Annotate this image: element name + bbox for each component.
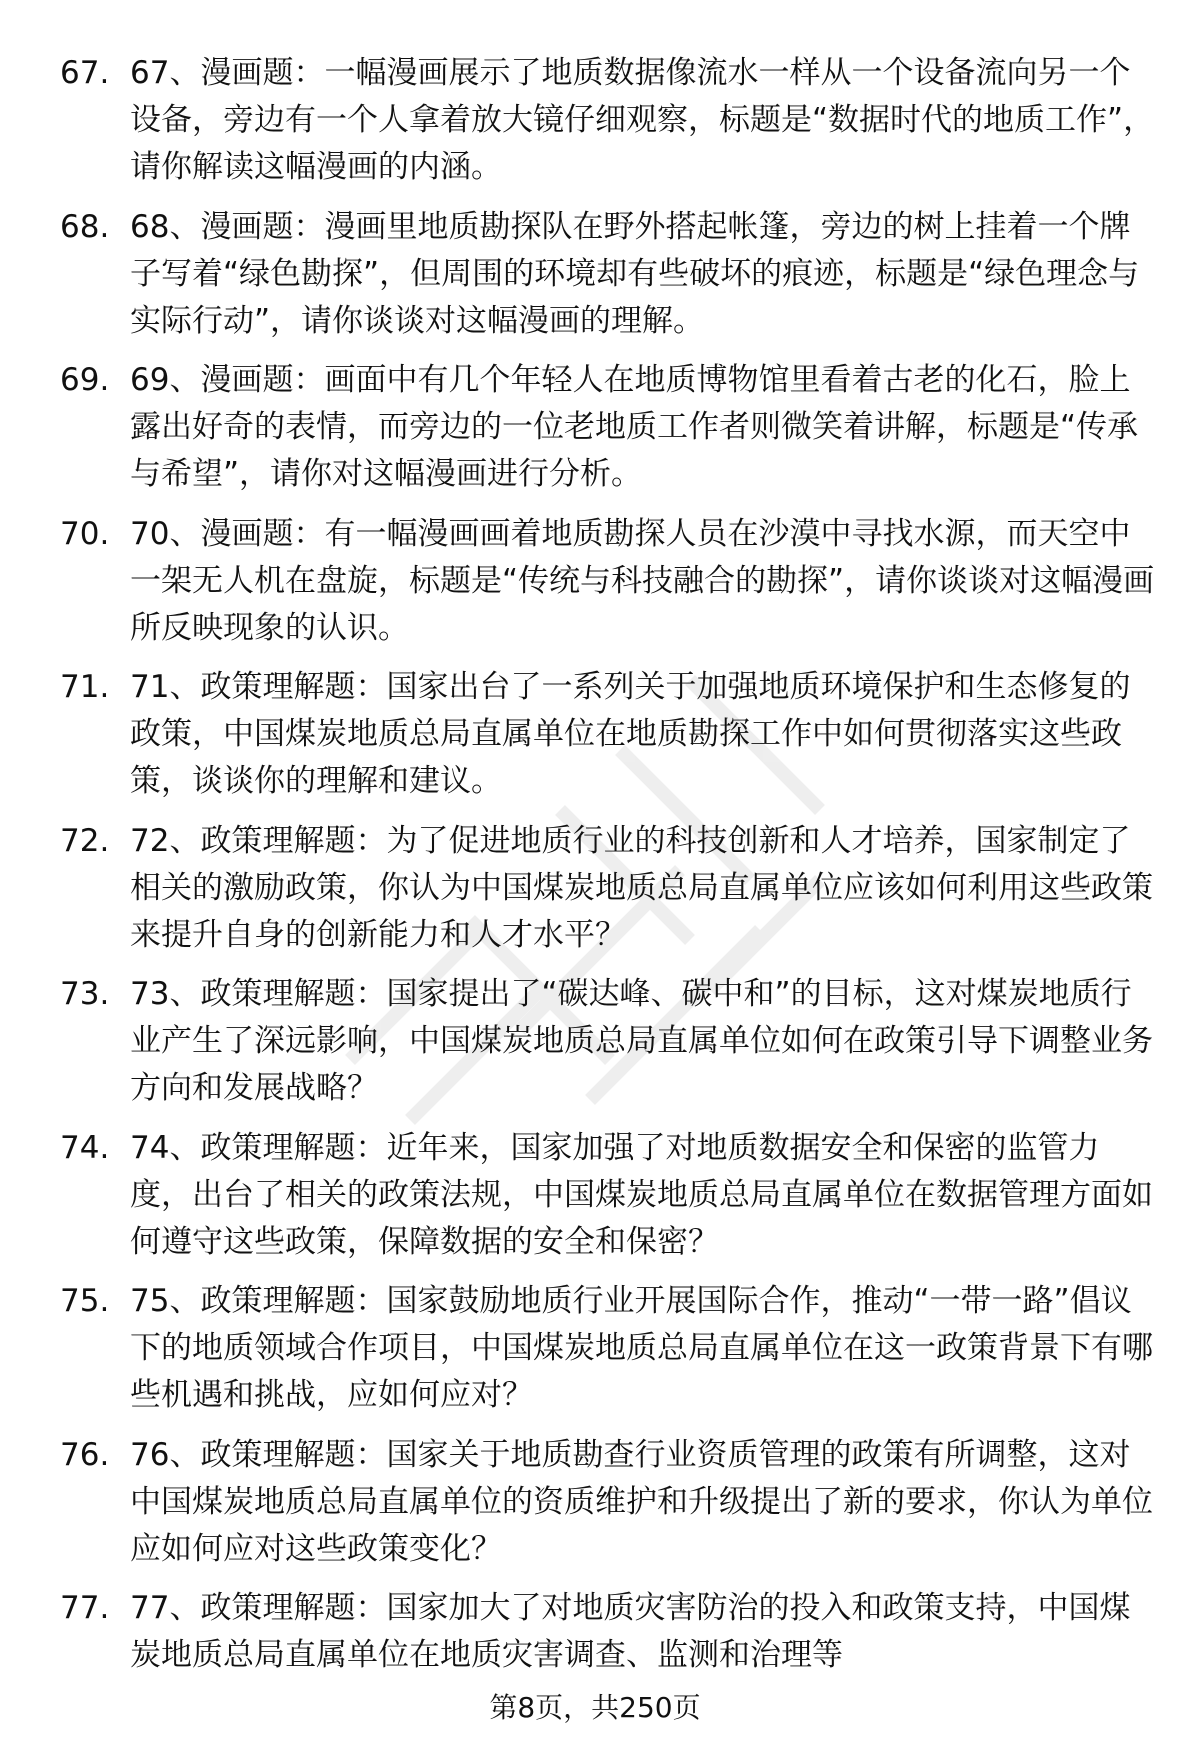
question-item: [60, 50, 1160, 191]
question-number: 75.: [60, 1283, 110, 1319]
page-footer: 第8页，共250页: [489, 1691, 701, 1724]
question-number: 72.: [60, 822, 110, 859]
question-item: [60, 511, 1160, 652]
question-list: [60, 50, 1160, 1692]
question-text: 69、漫画题：画面中有几个年轻人在地质博物馆里看着古老的化石，脸上露出好奇的表情，而旁边的一位老地质工作者则微笑着讲解，标题是“传承与希望”，请你对这幅漫画进行分析。: [130, 362, 1139, 492]
question-text: 76、政策理解题：国家关于地质勘查行业资质管理的政策有所调整，这对中国煤炭地质总局直属单位的资质维护和升级提出了新的要求，你认为单位应如何应对这些政策变化？: [130, 1436, 1153, 1567]
question-item: [60, 1585, 1160, 1679]
question-item: [60, 971, 1160, 1112]
question-text: 71、政策理解题：国家出台了一系列关于加强地质环境保护和生态修复的政策，中国煤炭地质总局直属单位在地质勘探工作中如何贯彻落实这些政策，谈谈你的理解和建议。: [130, 669, 1131, 799]
question-text: 74、政策理解题：近年来，国家加强了对地质数据安全和保密的监管力度，出台了相关的政策法规，中国煤炭地质总局直属单位在数据管理方面如何遵守这些政策，保障数据的安全和保密？: [130, 1129, 1153, 1260]
question-text: 70、漫画题：有一幅漫画画着地质勘探人员在沙漠中寻找水源，而天空中一架无人机在盘旋，标题是“传统与科技融合的勘探”，请你谈谈对这幅漫画所反映现象的认识。: [130, 515, 1155, 646]
question-number: 73.: [60, 976, 110, 1012]
question-number: 70.: [60, 515, 110, 552]
question-text: 67、漫画题：一幅漫画展示了地质数据像流水一样从一个设备流向另一个设备，旁边有一个人拿着放大镜仔细观察，标题是“数据时代的地质工作”，请你解读这幅漫画的内涵。: [130, 55, 1155, 185]
question-number: 68.: [60, 208, 110, 245]
question-text: 75、政策理解题：国家鼓励地质行业开展国际合作，推动“一带一路”倡议下的地质领域合作项目，中国煤炭地质总局直属单位在这一政策背景下有哪些机遇和挑战，应如何应对？: [130, 1283, 1153, 1413]
question-item: [60, 664, 1160, 805]
question-number: 76.: [60, 1436, 110, 1473]
question-number: 67.: [60, 55, 110, 91]
question-item: [60, 1125, 1160, 1266]
question-text: 68、漫画题：漫画里地质勘探队在野外搭起帐篷，旁边的树上挂着一个牌子写着“绿色勘探”，但周围的环境却有些破坏的痕迹，标题是“绿色理念与实际行动”，请你谈谈对这幅漫画的理解。: [130, 208, 1140, 339]
question-item: [60, 357, 1160, 498]
question-item: [60, 1278, 1160, 1419]
question-text: 73、政策理解题：国家提出了“碳达峰、碳中和”的目标，这对煤炭地质行业产生了深远影响，中国煤炭地质总局直属单位如何在政策引导下调整业务方向和发展战略？: [130, 976, 1153, 1106]
question-number: 74.: [60, 1129, 110, 1166]
question-item: [60, 818, 1160, 959]
question-item: [60, 204, 1160, 345]
question-number: 69.: [60, 362, 110, 398]
question-item: [60, 1432, 1160, 1573]
question-number: 71.: [60, 669, 110, 705]
question-text: 72、政策理解题：为了促进地质行业的科技创新和人才培养，国家制定了相关的激励政策，你认为中国煤炭地质总局直属单位应该如何利用这些政策来提升自身的创新能力和人才水平？: [130, 822, 1153, 953]
question-text: 77、政策理解题：国家加大了对地质灾害防治的投入和政策支持，中国煤炭地质总局直属单位在地质灾害调查、监测和治理等: [130, 1590, 1131, 1673]
question-number: 77.: [60, 1590, 110, 1626]
